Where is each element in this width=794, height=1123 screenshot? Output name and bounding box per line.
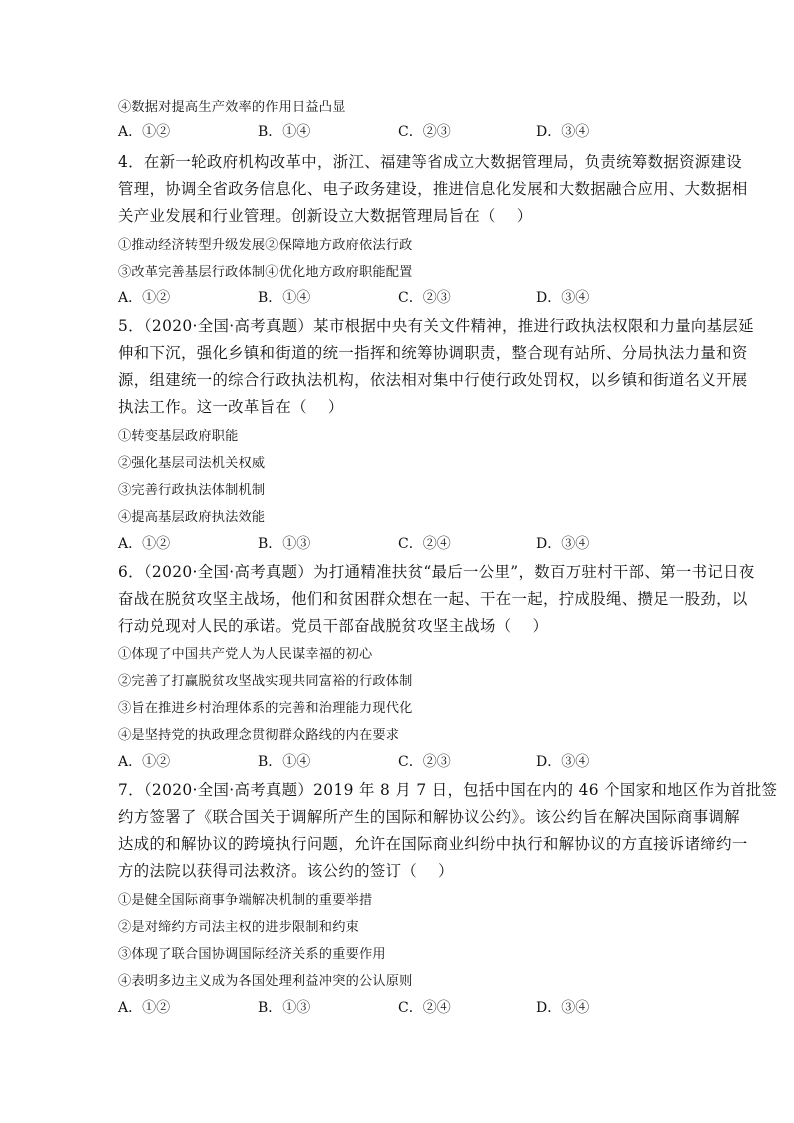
question-stem-line: 关产业发展和行业管理。创新设立大数据管理局旨在（ ） bbox=[118, 207, 533, 225]
answer-a: A．①② bbox=[118, 754, 171, 770]
answer-a: A．①② bbox=[118, 536, 171, 552]
answer-a: A．①② bbox=[118, 290, 171, 306]
answer-row bbox=[118, 287, 678, 307]
option-line: ④提高基层政府执法效能 bbox=[118, 510, 266, 525]
answer-b: B．①④ bbox=[258, 290, 311, 306]
question-stem-line: 执法工作。这一改革旨在（ ） bbox=[118, 398, 344, 416]
option-line: ④数据对提高生产效率的作用日益凸显 bbox=[118, 100, 346, 115]
question-stem-line: 行动兑现对人民的承诺。党员干部奋战脱贫攻坚主战场（ ） bbox=[118, 617, 549, 635]
answer-a: A．①② bbox=[118, 124, 171, 140]
answer-b: B．①③ bbox=[258, 536, 311, 552]
question-stem-line: 达成的和解协议的跨境执行问题，允许在国际商业纠纷中执行和解协议的方直接诉诸缔约一 bbox=[118, 835, 748, 853]
answer-d: D．③④ bbox=[536, 290, 590, 306]
question-stem-line: 7．（2020·全国·高考真题）2019 年 8 月 7 日，包括中国在内的 46 个国家和地区作为首批签 bbox=[118, 781, 778, 799]
option-line: ②是对缔约方司法主权的进步限制和约束 bbox=[118, 920, 359, 935]
option-line: ③改革完善基层行政体制④优化地方政府职能配置 bbox=[118, 265, 413, 280]
answer-c: C．②④ bbox=[398, 536, 451, 552]
question-stem-line: 源，组建统一的综合行政执法机构，依法相对集中行使行政处罚权，以乡镇和街道名义开展 bbox=[118, 371, 748, 389]
answer-a: A．①② bbox=[118, 1000, 171, 1016]
answer-b: B．①③ bbox=[258, 1000, 311, 1016]
question-stem-line: 4．在新一轮政府机构改革中，浙江、福建等省成立大数据管理局，负责统筹数据资源建设 bbox=[118, 153, 743, 171]
answer-c: C．②③ bbox=[398, 754, 451, 770]
option-line: ②强化基层司法机关权威 bbox=[118, 456, 266, 471]
option-line: ①推动经济转型升级发展②保障地方政府依法行政 bbox=[118, 238, 413, 253]
option-line: ③完善行政执法体制机制 bbox=[118, 483, 266, 498]
option-line: ①转变基层政府职能 bbox=[118, 429, 239, 444]
answer-c: C．②③ bbox=[398, 124, 451, 140]
question-stem-line: 管理，协调全省政务信息化、电子政务建设，推进信息化发展和大数据融合应用、大数据相 bbox=[118, 180, 748, 198]
answer-d: D．③④ bbox=[536, 1000, 590, 1016]
option-line: ①体现了中国共产党人为人民谋幸福的初心 bbox=[118, 647, 373, 662]
option-line: ④是坚持党的执政理念贯彻群众路线的内在要求 bbox=[118, 728, 400, 743]
option-line: ①是健全国际商事争端解决机制的重要举措 bbox=[118, 893, 373, 908]
answer-d: D．③④ bbox=[536, 124, 590, 140]
answer-b: B．①④ bbox=[258, 754, 311, 770]
question-stem-line: 伸和下沉，强化乡镇和街道的统一指挥和统筹协调职责，整合现有站所、分局执法力量和资 bbox=[118, 344, 748, 362]
answer-c: C．②③ bbox=[398, 290, 451, 306]
question-stem-line: 5．（2020·全国·高考真题）某市根据中央有关文件精神，推进行政执法权限和力量向基层延 bbox=[118, 317, 754, 335]
question-stem-line: 方的法院以获得司法救济。该公约的签订（ ） bbox=[118, 862, 454, 880]
question-stem-line: 约方签署了《联合国关于调解所产生的国际和解协议公约》。该公约旨在解决国际商事调解 bbox=[118, 808, 740, 826]
answer-b: B．①④ bbox=[258, 124, 311, 140]
answer-row bbox=[118, 533, 678, 553]
question-stem-line: 6．（2020·全国·高考真题）为打通精准扶贫“最后一公里”，数百万驻村干部、第一书记日夜 bbox=[118, 563, 755, 581]
answer-d: D．③④ bbox=[536, 754, 590, 770]
option-line: ②完善了打赢脱贫攻坚战实现共同富裕的行政体制 bbox=[118, 674, 413, 689]
answer-c: C．②④ bbox=[398, 1000, 451, 1016]
option-line: ④表明多边主义成为各国处理利益冲突的公认原则 bbox=[118, 974, 413, 989]
question-stem-line: 奋战在脱贫攻坚主战场，他们和贫困群众想在一起、干在一起，拧成股绳、攒足一股劲，以 bbox=[118, 590, 748, 608]
option-line: ③旨在推进乡村治理体系的完善和治理能力现代化 bbox=[118, 701, 413, 716]
answer-row bbox=[118, 121, 678, 141]
answer-d: D．③④ bbox=[536, 536, 590, 552]
option-line: ③体现了联合国协调国际经济关系的重要作用 bbox=[118, 947, 386, 962]
answer-row bbox=[118, 997, 678, 1017]
answer-row bbox=[118, 751, 678, 771]
